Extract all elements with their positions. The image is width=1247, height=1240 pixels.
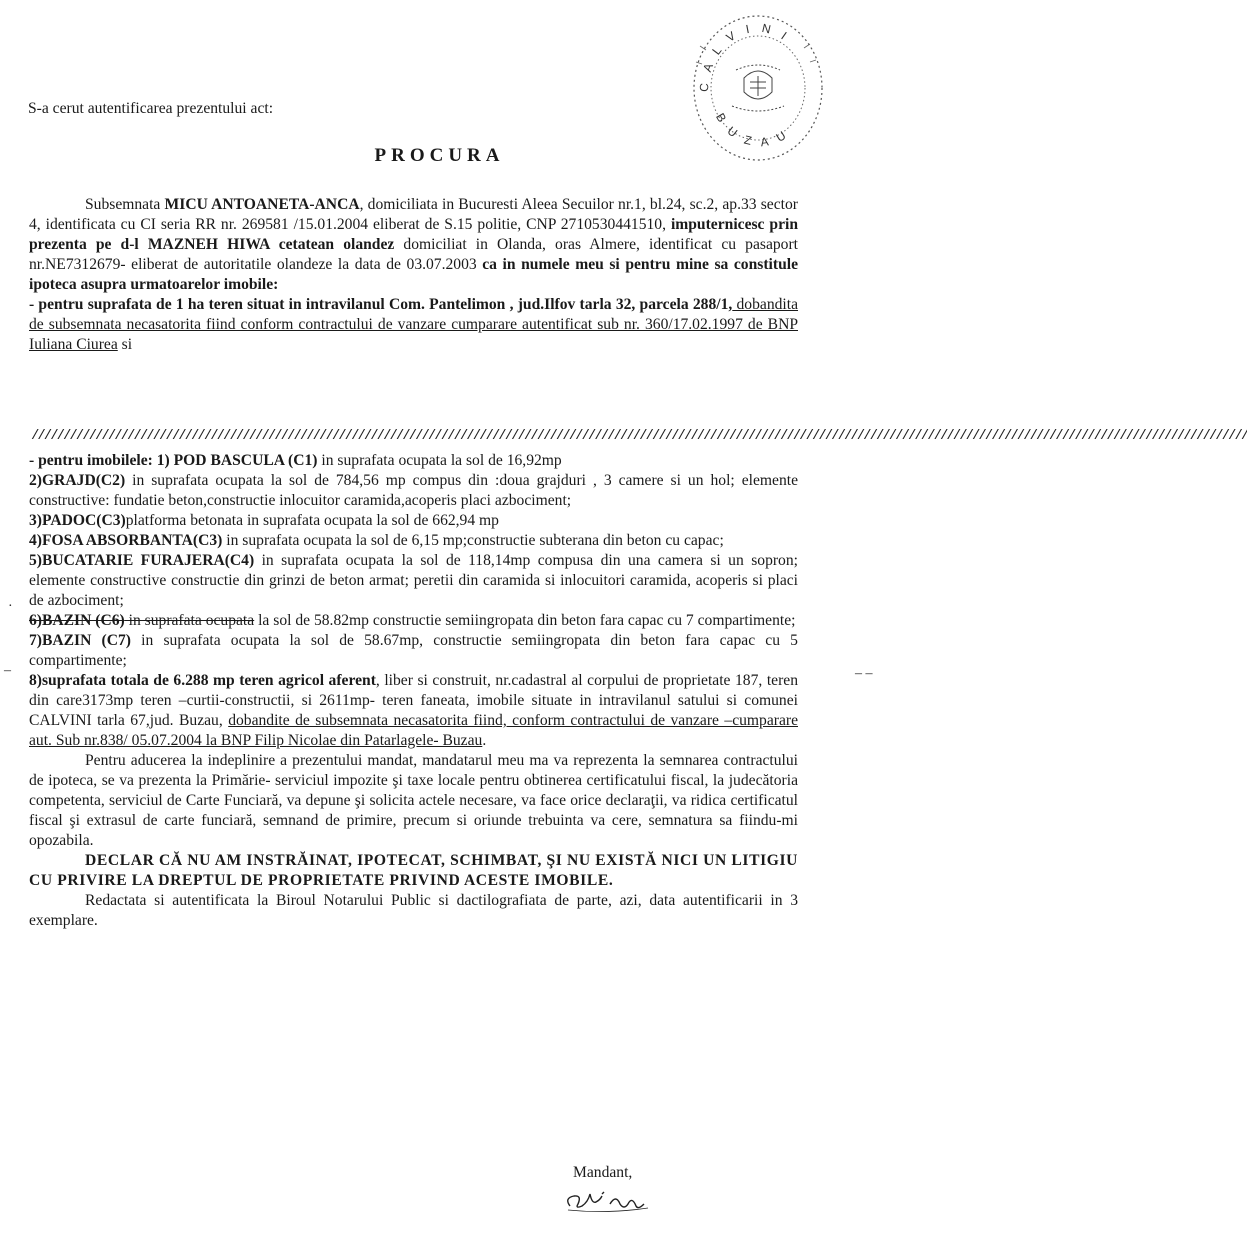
list-item: 5)BUCATARIE FURAJERA(C4) in suprafata ocupata la sol de 118,14mp compusa din una camera si un sopron; elemente constructive constructie din grinzi de beton armat; peretii din caramida si inlocuitori caramida, acoperis si placi de azbociment; [29,552,798,609]
document-body [29,195,798,355]
authentication-paragraph: Redactata si autentificata la Biroul Notarului Public si dactilografiata de parte, azi, data autentificarii in 3 exemplare. [29,892,798,929]
grantor-intro: Subsemnata [85,196,165,213]
property-land-paragraph [29,295,798,355]
proxy-details: domiciliat in Olanda, oras Almere, identificat cu pasaport nr.NE7312679- eliberat de autoritatile olandeze la data de 03.07.2003 [29,236,798,273]
declaration-paragraph: DECLAR CĂ NU AM INSTRĂINAT, IPOTECAT, SCHIMBAT, ŞI NU EXISTĂ NICI UN LITIGIU CU PRIVIRE LA DREPTUL DE PROPRIETATE PRIVIND ACESTE IMOBILE. [29,852,798,889]
margin-mark: – – [855,666,873,681]
handwritten-signature [562,1186,682,1216]
list-item: 3)PADOC(C3)platforma betonata in suprafata ocupata la sol de 662,94 mp [29,512,499,529]
list-item: 6)BAZIN (C6) in suprafata ocupata la sol de 58.82mp constructie semiingropata din beton fara capac cu 7 compartimente; [29,612,796,629]
property-items-list [29,451,798,931]
list-item: - pentru imobilele: 1) POD BASCULA (C1) in suprafata ocupata la sol de 16,92mp [29,452,562,469]
proxy-name: imputernicesc prin prezenta pe d-l MAZNEH HIWA cetatean olandez [29,216,798,253]
list-item: 4)FOSA ABSORBANTA(C3) in suprafata ocupata la sol de 6,15 mp;constructie subterana din beton cu capac; [29,532,724,549]
seal-bottom-text: B U Z A U [713,110,792,150]
list-item: 2)GRAJD(C2) in suprafata ocupata la sol de 784,56 mp compus din :doua grajduri , 3 camere si un hol; elemente constructive: fundatie beton,constructie inlocuitor caramida,acoperis placi azbociment; [29,472,798,509]
land-acquisition: dobandita de subsemnata necasatorita fiind conform contractului de vanzare cumparare autentificat sub nr. 360/17.02.1997 de BNP Iuliana Ciurea [29,296,799,353]
grantor-name: MICU ANTOANETA-ANCA [164,196,360,213]
seal-top-text: C A L V I N I [696,20,793,93]
mortgage-purpose: ca in numele meu si pentru mine sa constitule ipoteca asupra urmatoarelor imobile: [29,256,798,293]
list-item: 7)BAZIN (C7) in suprafata ocupata la sol de 58.67mp, constructie semiingropata din beton fara capac cu 5 compartimente; [29,632,798,669]
list-item: 8)suprafata totala de 6.288 mp teren agricol aferent, liber si construit, nr.cadastral al corpului de proprietate 187, teren din care3173mp teren –curtii-constructii, si 2611mp- teren faneata, imobile situate in intravilanul satului si comunei CALVINI tarla 67,jud. Buzau, dobandite de subsemnata necasatorita fiind, conform contractului de vanzare –cumparare aut. Sub nr.838/ 05.07.2004 la BNP Filip Nicolae din Patarlagele- Buzau. [29,672,798,749]
grantor-details: , domiciliata in Bucuresti Aleea Secuilor nr.1, bl.24, sc.2, ap.33 sector 4, identificata cu CI seria RR nr. 269581 /15.01.2004 eliberat de S.15 politie, CNP 2710530441510, [29,196,798,233]
mandate-paragraph: Pentru aducerea la indeplinire a prezentului mandat, mandatarul meu ma va reprezenta la semnarea contractului de ipoteca, se va prezenta la Primărie- serviciul impozite şi taxe locale pentru obtinerea certificatului fiscal, la judecătoria competenta, serviciul de Carte Funciară, va depune şi solicita actele necesare, va face orice declaraţii, va ridica certificatul fiscal şi extrasul de carte funciară, semnand de primire, precum si oriunde trebuinta va cere, semnatura sa fiindu-mi opozabila. [29,752,798,849]
land-description: - pentru suprafata de 1 ha teren situat in intravilanul Com. Pantelimon , jud.Ilfov tarla 32, parcela 288/1, [29,296,733,313]
notary-seal-stamp [686,6,828,164]
land-conjunction: si [117,336,133,353]
signature-label: Mandant, [573,1164,633,1181]
filler-slash-line: ////////////////////////////////////////////////////////////////////////////////////////////////////////////////////////////////////////////////////////////////////////////////////////////// [31,428,1247,444]
document-title: PROCURA [374,145,505,166]
grantor-paragraph [29,195,798,295]
authentication-request-text: S-a cerut autentificarea prezentului act: [28,100,274,117]
margin-mark: · [8,599,13,614]
seal-coat-of-arms-icon [732,65,784,111]
margin-mark: – [4,663,11,678]
